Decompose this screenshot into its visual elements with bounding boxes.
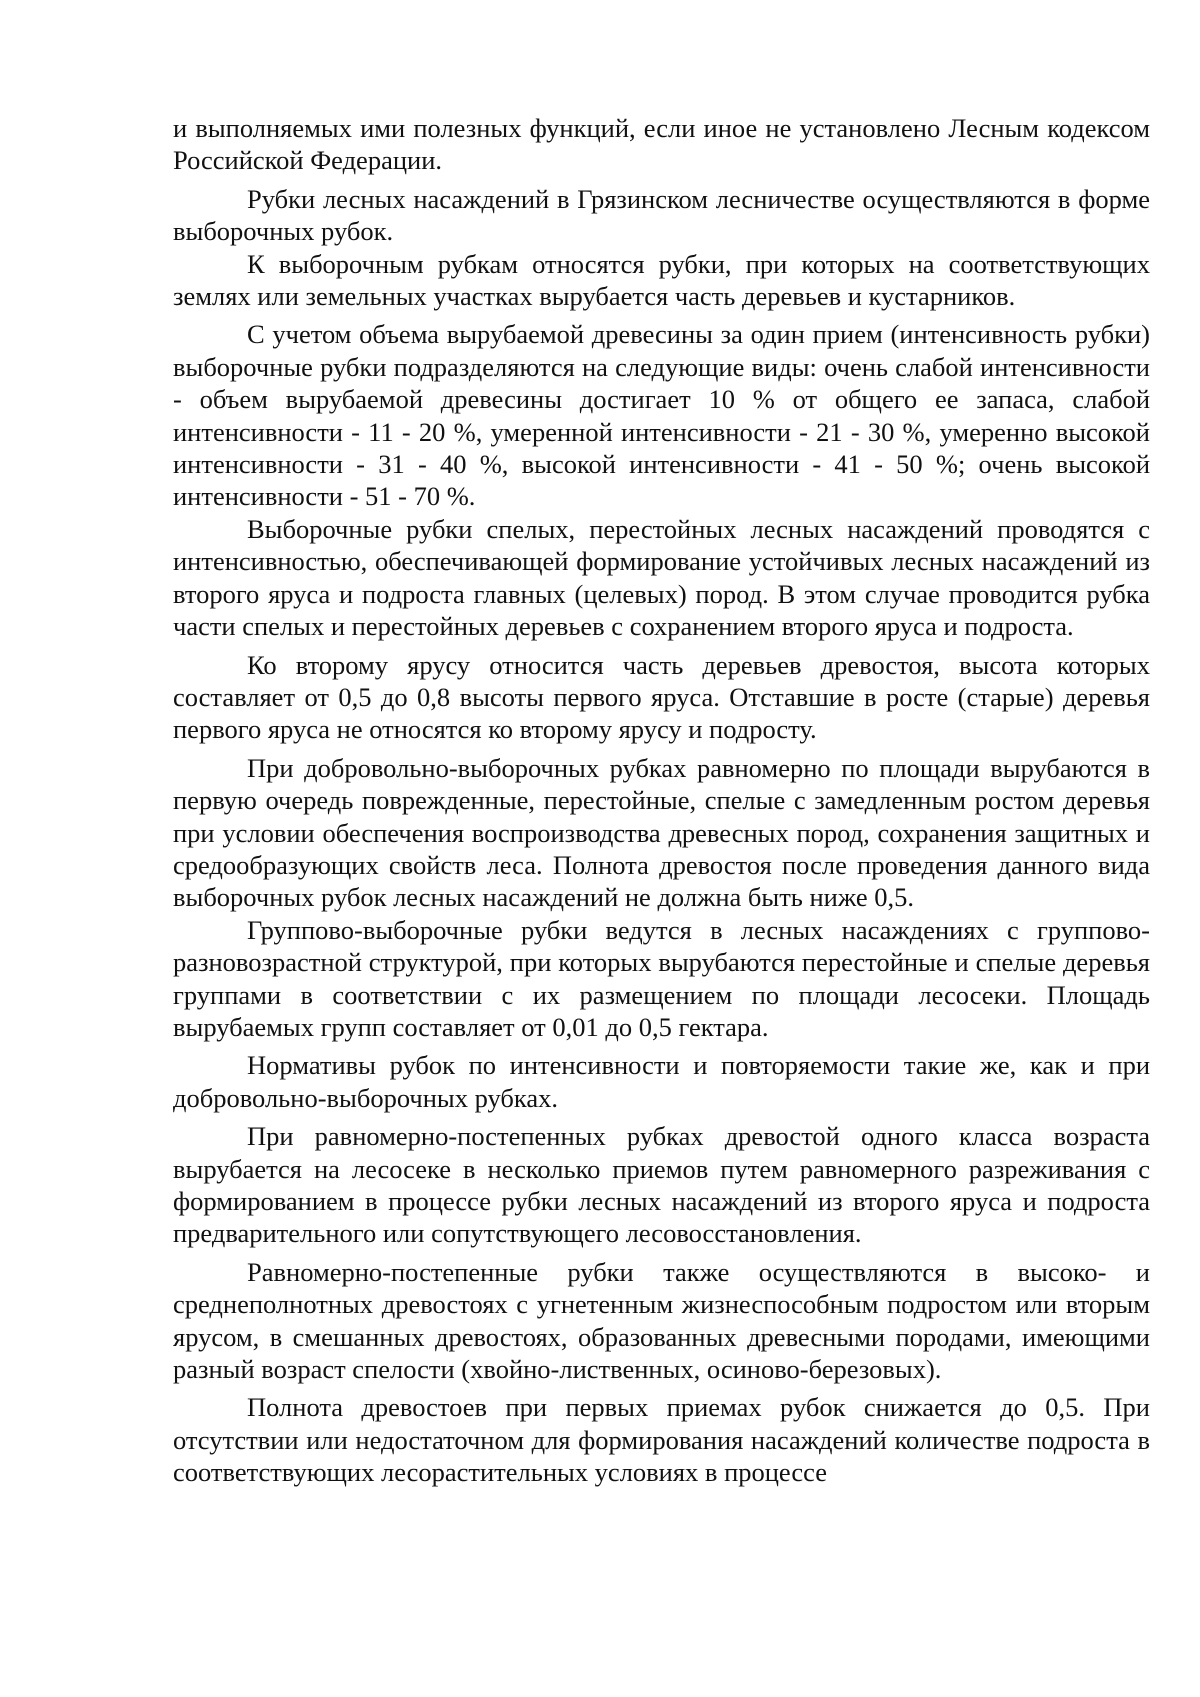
paragraph-2: Рубки лесных насаждений в Грязинском лесничестве осуществляются в форме выборочных рубок. [173,183,1150,247]
paragraph-6: Ко второму ярусу относится часть деревьев древостоя, высота которых составляет от 0,5 до 0,8 высоты первого яруса. Отставшие в росте (старые) деревья первого яруса не относятся ко второму ярусу и подросту. [173,649,1150,745]
paragraph-11: Равномерно-постепенные рубки также осуществляются в высоко- и среднеполнотных древостоях с угнетенным жизнеспособным подростом или вторым ярусом, в смешанных древостоях, образованных древесными породами, имеющими разный возраст спелости (хвойно-лиственных, осиново-березовых). [173,1256,1150,1385]
paragraph-7: При добровольно-выборочных рубках равномерно по площади вырубаются в первую очередь поврежденные, перестойные, спелые с замедленным ростом деревья при условии обеспечения воспроизводства древесных пород, сохранения защитных и средообразующих свойств леса. Полнота древостоя после проведения данного вида выборочных рубок лесных насаждений не должна быть ниже 0,5. [173,752,1150,913]
paragraph-4: С учетом объема вырубаемой древесины за один прием (интенсивность рубки) выборочные рубки подразделяются на следующие виды: очень слабой интенсивности - объем вырубаемой древесины достигает 10 % от общего ее запаса, слабой интенсивности - 11 - 20 %, умеренной интенсивности - 21 - 30 %, умеренно высокой интенсивности - 31 - 40 %, высокой интенсивности - 41 - 50 %; очень высокой интенсивности - 51 - 70 %. [173,319,1150,512]
document-page [173,112,1150,1489]
paragraph-12: Полнота древостоев при первых приемах рубок снижается до 0,5. При отсутствии или недостаточном для формирования насаждений количестве подроста в соответствующих лесорастительных условиях в процессе [173,1392,1150,1488]
paragraph-8: Группово-выборочные рубки ведутся в лесных насаждениях с группово-разновозрастной структурой, при которых вырубаются перестойные и спелые деревья группами в соответствии с их размещением по площади лесосеки. Площадь вырубаемых групп составляет от 0,01 до 0,5 гектара. [173,914,1150,1042]
paragraph-3: К выборочным рубкам относятся рубки, при которых на соответствующих землях или земельных участках вырубается часть деревьев и кустарников. [173,248,1150,312]
paragraph-5: Выборочные рубки спелых, перестойных лесных насаждений проводятся с интенсивностью, обеспечивающей формирование устойчивых лесных насаждений из второго яруса и подроста главных (целевых) пород. В этом случае проводится рубка части спелых и перестойных деревьев с сохранением второго яруса и подроста. [173,513,1150,642]
paragraph-9: Нормативы рубок по интенсивности и повторяемости такие же, как и при добровольно-выборочных рубках. [173,1050,1150,1113]
paragraph-1: и выполняемых ими полезных функций, если иное не установлено Лесным кодексом Российской Федерации. [173,113,1150,176]
paragraph-10: При равномерно-постепенных рубках древостой одного класса возраста вырубается на лесосеке в несколько приемов путем равномерного разреживания с формированием в процессе рубки лесных насаждений из второго яруса и подроста предварительного или сопутствующего лесовосстановления. [173,1121,1150,1249]
